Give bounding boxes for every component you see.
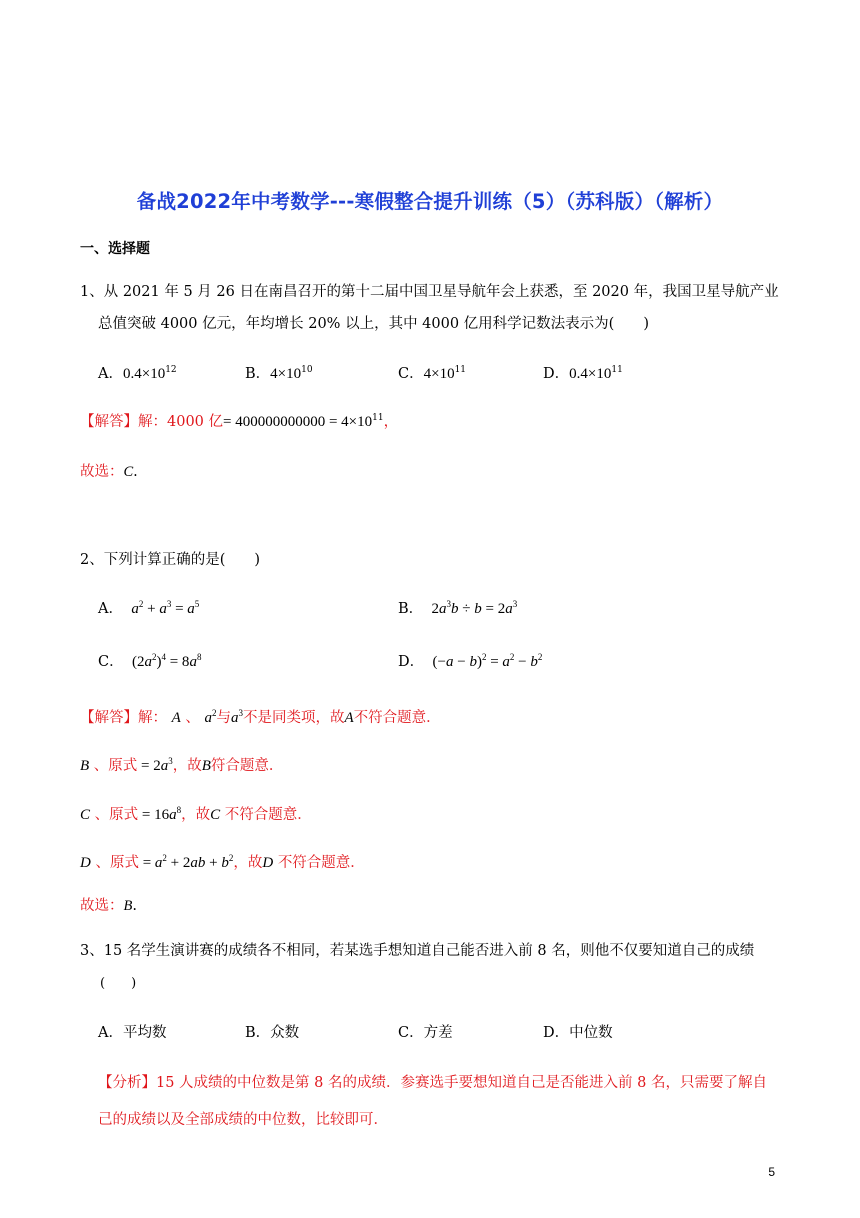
q2-answer-line-a: 【解答】解： A 、 $a^2$与$a^3$不是同类项，故A不符合题意． <box>80 708 441 726</box>
q1-option-b: B．$4\times 10^{10}$ <box>245 365 313 382</box>
q1-text-line2: 总值突破 4000 亿元，年均增长 20% 以上，其中 4000 亿用科学记数法表示为( ) <box>98 316 649 332</box>
q3-analysis-line1: 【分析】15 人成绩的中位数是第 8 名的成绩．参赛选手要想知道自己是否能进入前 8 名，只需要了解自 <box>98 1075 767 1091</box>
q1-option-a: A．$0.4\times 10^{12}$ <box>98 365 177 382</box>
q2-text-line1: 2、下列计算正确的是( ) <box>80 552 261 568</box>
q1-text-line1: 1、从 2021 年 5 月 26 日在南昌召开的第十二届中国卫星导航年会上获悉，至 2020 年，我国卫星导航产业 <box>80 284 779 300</box>
q2-option-a: A． $a^2 + a^3 = a^5$ <box>98 599 200 617</box>
q2-answer-line-c: C 、原式 = $16a^8$，故C 不符合题意． <box>80 805 312 823</box>
q1-option-d: D．$0.4\times 10^{11}$ <box>543 365 623 382</box>
q1-choose: 故选：C. <box>80 464 138 480</box>
q2-option-d: D． $(-a - b)^2 = a^2 - b^2$ <box>398 652 543 670</box>
page-title: 备战2022年中考数学---寒假整合提升训练（5）（苏科版）（解析） <box>136 190 724 213</box>
q2-answer-line-d: D 、原式 = $a^2 + 2ab + b^2$，故D 不符合题意． <box>80 853 365 871</box>
q3-option-d: D．中位数 <box>543 1025 613 1041</box>
q1-answer: 【解答】解：4000 亿= $400000000000 = 4\times 10^{11}$， <box>80 413 399 430</box>
q3-option-a: A．平均数 <box>98 1025 167 1041</box>
q3-option-b: B．众数 <box>245 1025 300 1041</box>
q1-option-c: C．$4\times 10^{11}$ <box>398 365 467 382</box>
section-heading: 一、选择题 <box>80 241 150 257</box>
q2-option-c: C． $(2a^2)^4 = 8a^8$ <box>98 652 202 670</box>
page-number: 5 <box>768 1165 775 1179</box>
q3-analysis-line2: 己的成绩以及全部成绩的中位数，比较即可． <box>98 1112 388 1128</box>
q2-option-b: B． $2a^3b \div b = 2a^3$ <box>398 599 518 617</box>
q3-text-line2: ( ) <box>100 976 137 991</box>
q2-choose: 故选：B. <box>80 898 137 914</box>
q3-text-line1: 3、15 名学生演讲赛的成绩各不相同，若某选手想知道自己能否进入前 8 名，则他不仅要知道自己的成绩 <box>80 943 755 959</box>
q3-option-c: C．方差 <box>398 1025 453 1041</box>
q2-answer-line-b: B 、原式 = $2a^3$，故B符合题意． <box>80 756 284 774</box>
